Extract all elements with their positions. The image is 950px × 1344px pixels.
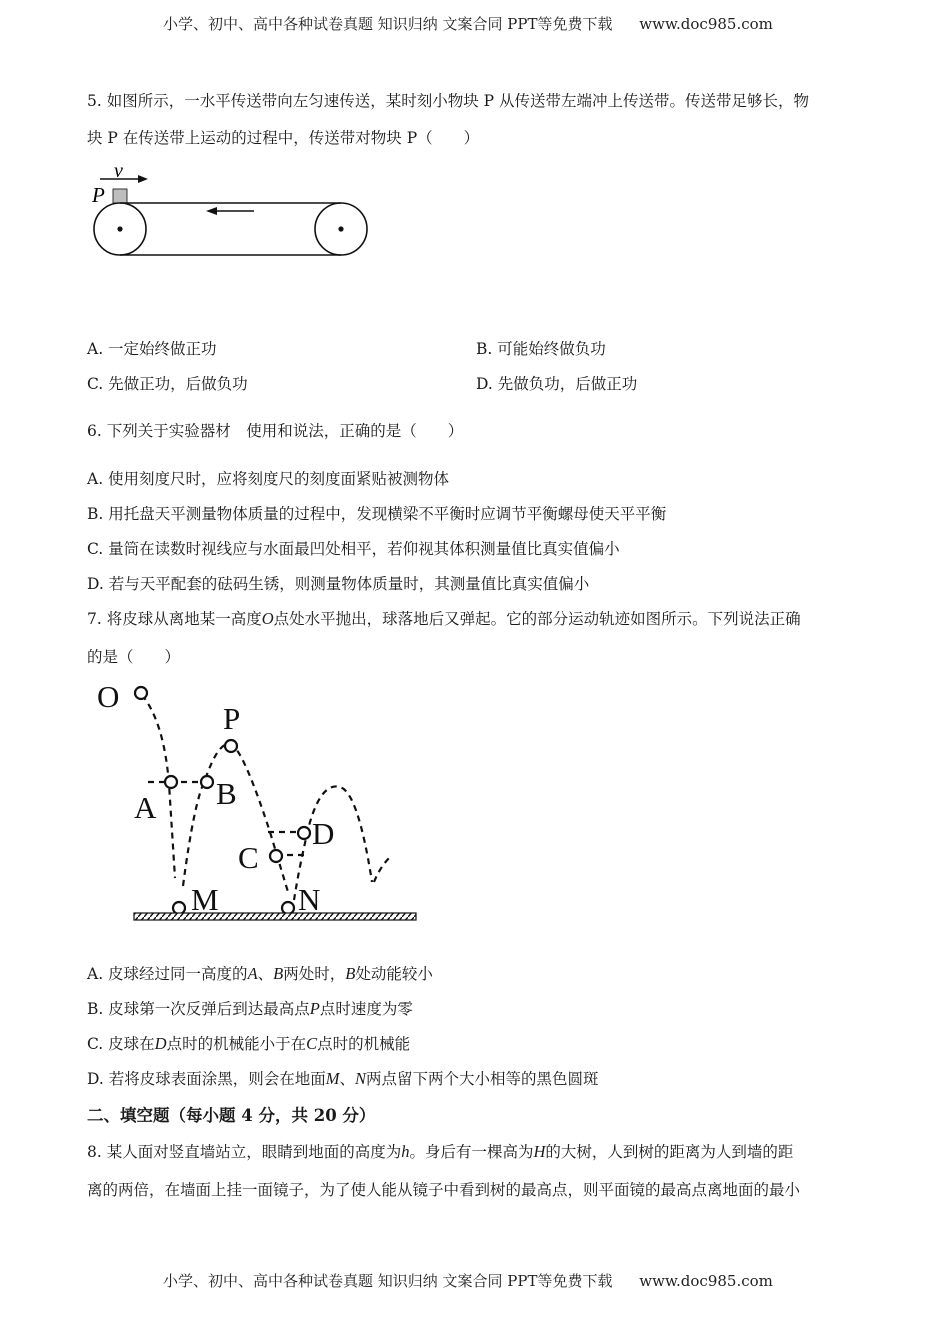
- block-p: [113, 189, 127, 203]
- var-b: B: [345, 964, 356, 983]
- label-v: v: [114, 160, 123, 182]
- header-url[interactable]: www.doc985.com: [639, 15, 773, 33]
- label-c: C: [238, 840, 259, 875]
- var-h: h: [401, 1142, 410, 1161]
- section-2-title: 二、填空题（每小题 4 分，共 20 分）: [87, 1106, 376, 1125]
- q5-option-a[interactable]: A. 一定始终做正功: [87, 340, 217, 358]
- page-footer: [163, 1270, 773, 1291]
- ball-d: [298, 827, 310, 839]
- left-roller-axle: [117, 226, 122, 231]
- q7-c-text-3: 点时的机械能: [317, 1035, 411, 1053]
- ball-m: [173, 902, 185, 914]
- q5-stem-line2: 块 P 在传送带上运动的过程中，传送带对物块 P（ ）: [87, 129, 480, 147]
- trajectory-segment-2: [183, 744, 288, 892]
- conveyor-belt-figure: [86, 155, 376, 265]
- q7-a-text-2: 两处时，: [283, 965, 346, 983]
- velocity-arrowhead: [138, 175, 148, 183]
- ball-a: [165, 776, 177, 788]
- q7-stem-text-b: 点处水平抛出，球落地后又弹起。它的部分运动轨迹如图所示。下列说法正确: [273, 610, 801, 628]
- label-m: M: [191, 882, 219, 917]
- q7-a-text-1: A. 皮球经过同一高度的: [87, 965, 248, 983]
- var-n: N: [355, 1069, 367, 1088]
- belt-direction-arrowhead: [206, 207, 217, 215]
- header-text: 小学、初中、高中各种试卷真题 知识归纳 文案合同 PPT等免费下载: [163, 15, 613, 33]
- page-header: [163, 13, 773, 34]
- ball-trajectory-figure: [90, 672, 425, 927]
- q5-stem-line1: 5. 如图所示，一水平传送带向左匀速传送，某时刻小物块 P 从传送带左端冲上传送带。传送带足够长，物: [87, 92, 810, 110]
- var-o: O: [261, 609, 274, 628]
- q7-option-b[interactable]: [87, 997, 413, 1019]
- var-big-h: H: [533, 1142, 546, 1161]
- q6-option-c[interactable]: C. 量筒在读数时视线应与水面最凹处相平，若仰视其体积测量值比真实值偏小: [87, 540, 620, 558]
- label-o: O: [97, 679, 120, 714]
- var-d: D: [154, 1034, 167, 1053]
- q6-stem: 6. 下列关于实验器材 使用和说法，正确的是（ ）: [87, 422, 464, 440]
- label-d: D: [312, 816, 335, 851]
- q7-a-text-3: 处动能较小: [355, 965, 433, 983]
- ball-c: [270, 850, 282, 862]
- q7-d-text-1: D. 若将皮球表面涂黑，则会在地面: [87, 1070, 326, 1088]
- q6-option-b[interactable]: B. 用托盘天平测量物体质量的过程中，发现横梁不平衡时应调节平衡螺母使天平平衡: [87, 505, 667, 523]
- var-m: M: [325, 1069, 340, 1088]
- footer-url[interactable]: www.doc985.com: [639, 1272, 773, 1290]
- ball-n: [282, 902, 294, 914]
- q5-option-d[interactable]: D. 先做负功，后做正功: [476, 375, 638, 393]
- label-a: A: [134, 790, 157, 825]
- label-n: N: [298, 882, 321, 917]
- ball-o: [135, 687, 147, 699]
- q5-option-b[interactable]: B. 可能始终做负功: [476, 340, 606, 358]
- var-p: P: [309, 999, 320, 1018]
- label-p: P: [92, 183, 105, 207]
- q7-stem-text-a: 7. 将皮球从离地某一高度: [87, 610, 262, 628]
- var-c: C: [306, 1034, 318, 1053]
- q6-option-d[interactable]: D. 若与天平配套的砝码生锈，则测量物体质量时，其测量值比真实值偏小: [87, 575, 590, 593]
- q7-b-text-1: B. 皮球第一次反弹后到达最高点: [87, 1000, 310, 1018]
- trajectory-segment-4: [374, 857, 390, 882]
- q7-option-c[interactable]: [87, 1032, 410, 1054]
- q8-stem-line1: [87, 1140, 793, 1162]
- q8-text-2: 。身后有一棵高为: [409, 1143, 534, 1161]
- var-b: B: [273, 964, 284, 983]
- q7-d-text-2: 两点留下两个大小相等的黑色圆斑: [366, 1070, 599, 1088]
- q7-c-text-2: 点时的机械能小于在: [166, 1035, 307, 1053]
- q7-option-a[interactable]: [87, 962, 433, 984]
- ground: [134, 913, 416, 920]
- q7-stem-line1: [87, 607, 801, 629]
- q8-stem-line2: 离的两倍，在墙面上挂一面镜子，为了使人能从镜子中看到树的最高点，则平面镜的最高点离地面的最小: [87, 1181, 801, 1199]
- q8-text-3: 的大树，人到树的距离为人到墙的距: [545, 1143, 794, 1161]
- ball-p: [225, 740, 237, 752]
- q7-d-sep: 、: [339, 1070, 355, 1088]
- footer-text: 小学、初中、高中各种试卷真题 知识归纳 文案合同 PPT等免费下载: [163, 1272, 613, 1290]
- q7-stem-line2: 的是（ ）: [87, 648, 181, 666]
- q7-b-text-2: 点时速度为零: [319, 1000, 413, 1018]
- label-p: P: [223, 701, 241, 736]
- var-a: A: [247, 964, 258, 983]
- q8-text-1: 8. 某人面对竖直墙站立，眼睛到地面的高度为: [87, 1143, 402, 1161]
- label-b: B: [216, 776, 237, 811]
- q5-option-c[interactable]: C. 先做正功，后做负功: [87, 375, 248, 393]
- q7-c-text-1: C. 皮球在: [87, 1035, 155, 1053]
- q7-option-d[interactable]: [87, 1067, 599, 1089]
- q6-option-a[interactable]: A. 使用刻度尺时，应将刻度尺的刻度面紧贴被测物体: [87, 470, 450, 488]
- ball-b: [201, 776, 213, 788]
- right-roller-axle: [338, 226, 343, 231]
- q7-a-sep: 、: [257, 965, 274, 983]
